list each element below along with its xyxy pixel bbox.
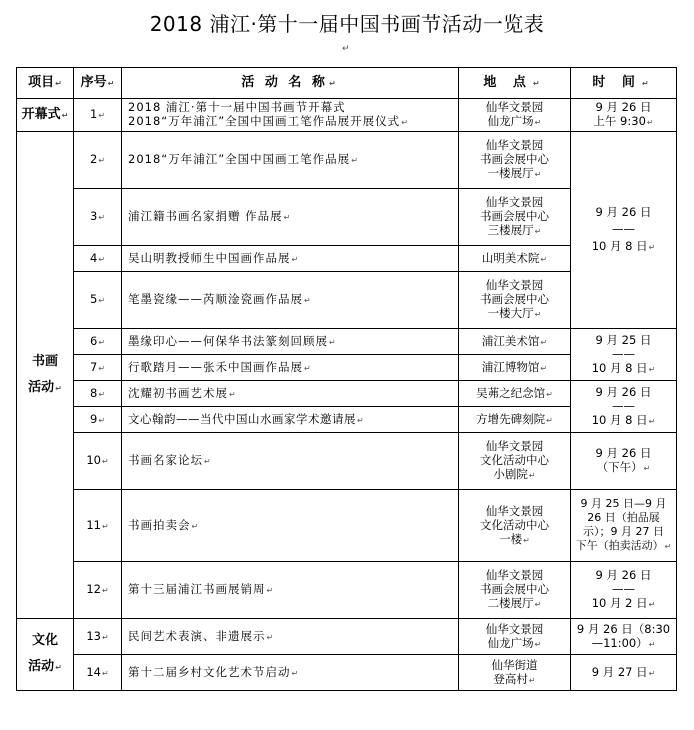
row-no: 13 ↵	[74, 619, 122, 655]
row-name: 沈耀初书画艺术展 ↵	[122, 381, 459, 407]
row-no: 7 ↵	[74, 355, 122, 381]
row-time: 9 月 26 日 上午 9:30 ↵	[571, 99, 677, 132]
row-place: 吴茀之纪念馆 ↵	[459, 381, 571, 407]
table-row	[17, 490, 677, 562]
table-row	[17, 619, 677, 655]
table-row	[17, 381, 677, 407]
row-no: 12 ↵	[74, 562, 122, 619]
row-time: 9 月 25 日—9 月 26 日（拍品展 示）；9 月 27 日 下午（拍卖活动） ↵	[571, 490, 677, 562]
row-no: 9 ↵	[74, 407, 122, 433]
row-place: 仙华文景园 文化活动中心 一楼 ↵	[459, 490, 571, 562]
row-time: 9 月 27 日 ↵	[571, 655, 677, 691]
page-title: 2018 浦江·第十一届中国书画节活动一览表	[149, 12, 545, 36]
header-no: 序号 ↵	[74, 68, 122, 99]
row-name: 吴山明教授师生中国画作品展 ↵	[122, 246, 459, 272]
row-place: 仙华文景园 仙龙广场 ↵	[459, 619, 571, 655]
row-place: 仙华文景园 书画会展中心 一楼展厅 ↵	[459, 132, 571, 189]
header-time: 时 间 ↵	[571, 68, 677, 99]
row-place: 仙华文景园 书画会展中心 一楼大厅 ↵	[459, 272, 571, 329]
activity-table	[16, 67, 677, 691]
row-name: 第十三届浦江书画展销周 ↵	[122, 562, 459, 619]
row-place: 仙华文景园 仙龙广场 ↵	[459, 99, 571, 132]
table-row	[17, 433, 677, 490]
row-name: 2018“万年浦江”全国中国画工笔作品展 ↵	[122, 132, 459, 189]
row-name: 书画名家论坛 ↵	[122, 433, 459, 490]
row-no: 2 ↵	[74, 132, 122, 189]
header-row	[17, 68, 677, 99]
row-name: 文心翰韵——当代中国山水画家学术邀请展 ↵	[122, 407, 459, 433]
table-row	[17, 329, 677, 355]
row-name: 浦江籍书画名家捐赠 作品展 ↵	[122, 189, 459, 246]
row-time: 9 月 26 日 （下午） ↵	[571, 433, 677, 490]
category-opening: 开幕式 ↵	[17, 99, 74, 132]
row-name: 行歌踏月——张禾中国画作品展 ↵	[122, 355, 459, 381]
row-no: 4 ↵	[74, 246, 122, 272]
row-name: 书画拍卖会 ↵	[122, 490, 459, 562]
header-name: 活 动 名 称 ↵	[122, 68, 459, 99]
row-place: 山明美术院 ↵	[459, 246, 571, 272]
category-culture: 文化 活动 ↵	[17, 619, 74, 691]
header-place: 地 点 ↵	[459, 68, 571, 99]
header-category: 项目 ↵	[17, 68, 74, 99]
row-place: 方增先碑刻院 ↵	[459, 407, 571, 433]
table-row	[17, 562, 677, 619]
row-place: 浦江博物馆 ↵	[459, 355, 571, 381]
row-name: 2018 浦江·第十一届中国书画节开幕式 2018“万年浦江”全国中国画工笔作品展开展仪式 ↵	[122, 99, 459, 132]
row-no: 8 ↵	[74, 381, 122, 407]
row-no: 5 ↵	[74, 272, 122, 329]
row-no: 14 ↵	[74, 655, 122, 691]
merged-time-8-9: 9 月 26 日 —— 10 月 8 日 ↵	[571, 381, 677, 433]
row-place: 仙华文景园 文化活动中心 小剧院 ↵	[459, 433, 571, 490]
row-no: 11 ↵	[74, 490, 122, 562]
table-row	[17, 655, 677, 691]
row-place: 仙华街道 登高村 ↵	[459, 655, 571, 691]
row-place: 浦江美术馆 ↵	[459, 329, 571, 355]
row-time: 9 月 26 日（8:30 —11:00） ↵	[571, 619, 677, 655]
row-name: 第十二届乡村文化艺术节启动 ↵	[122, 655, 459, 691]
row-no: 1 ↵	[74, 99, 122, 132]
merged-time-6-7: 9 月 25 日 —— 10 月 8 日 ↵	[571, 329, 677, 381]
row-name: 民间艺术表演、非遗展示 ↵	[122, 619, 459, 655]
merged-time-2-5: 9 月 26 日 —— 10 月 8 日 ↵	[571, 132, 677, 329]
row-time: 9 月 26 日 —— 10 月 2 日 ↵	[571, 562, 677, 619]
row-name: 笔墨瓷缘——芮顺淦瓷画作品展 ↵	[122, 272, 459, 329]
row-no: 10 ↵	[74, 433, 122, 490]
paragraph-mark: ↵	[342, 44, 350, 54]
row-place: 仙华文景园 书画会展中心 二楼展厅 ↵	[459, 562, 571, 619]
row-no: 6 ↵	[74, 329, 122, 355]
table-row	[17, 99, 677, 132]
row-name: 墨缘印心——何保华书法篆刻回顾展 ↵	[122, 329, 459, 355]
row-no: 3 ↵	[74, 189, 122, 246]
table-row	[17, 132, 677, 189]
row-place: 仙华文景园 书画会展中心 三楼展厅 ↵	[459, 189, 571, 246]
category-painting: 书画 活动 ↵	[17, 132, 74, 619]
